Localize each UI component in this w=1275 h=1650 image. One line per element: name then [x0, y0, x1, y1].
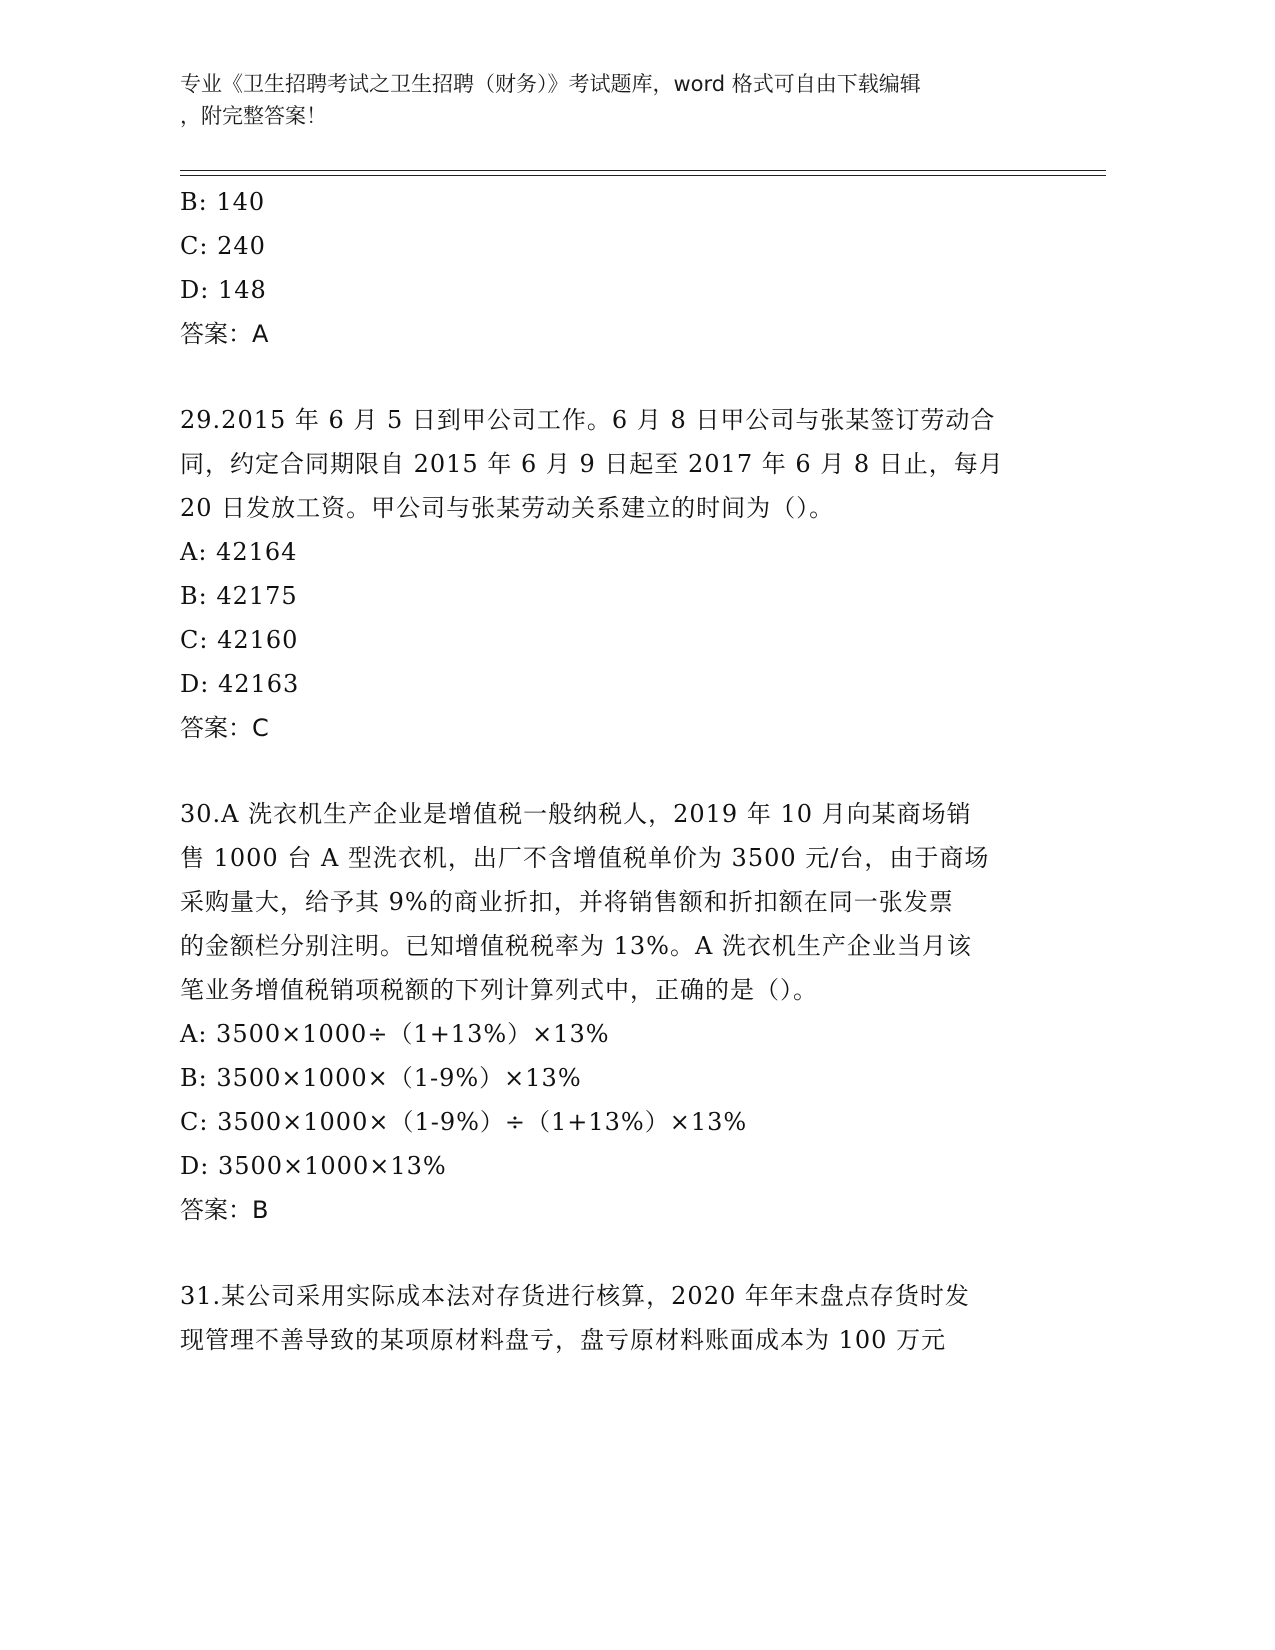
spacer: [180, 750, 1080, 792]
option-a: A: 42164: [180, 538, 298, 566]
question-stem-line: 同，约定合同期限自 2015 年 6 月 9 日起至 2017 年 6 月 8 日止，每月: [180, 450, 1004, 478]
option-b: B: 42175: [180, 582, 298, 610]
option-d: D: 148: [180, 276, 267, 304]
option-c: C: 42160: [180, 626, 299, 654]
option-c: C: 240: [180, 232, 266, 260]
question-stem-line: 29.2015 年 6 月 5 日到甲公司工作。6 月 8 日甲公司与张某签订劳动合: [180, 406, 996, 434]
header-divider-top: [180, 170, 1106, 171]
option-b: B: 3500×1000×（1-9%）×13%: [180, 1064, 582, 1092]
spacer: [180, 356, 1080, 398]
question-stem-line: 的金额栏分别注明。已知增值税税率为 13%。A 洗衣机生产企业当月该: [180, 932, 972, 960]
question-30: [180, 792, 1080, 1232]
question-stem-line: 20 日发放工资。甲公司与张某劳动关系建立的时间为（）。: [180, 494, 835, 522]
option-d: D: 3500×1000×13%: [180, 1152, 447, 1180]
question-stem-line: 30.A 洗衣机生产企业是增值税一般纳税人，2019 年 10 月向某商场销: [180, 800, 972, 828]
option-a: A: 3500×1000÷（1+13%）×13%: [180, 1020, 610, 1048]
option-c: C: 3500×1000×（1-9%）÷（1+13%）×13%: [180, 1108, 748, 1136]
option-d: D: 42163: [180, 670, 300, 698]
answer-line: 答案：B: [180, 1196, 269, 1224]
header-divider-bottom: [180, 175, 1106, 176]
option-b: B: 140: [180, 188, 266, 216]
header-line-2: ，附完整答案！: [180, 104, 327, 128]
question-stem-line: 售 1000 台 A 型洗衣机，出厂不含增值税单价为 3500 元/台，由于商场: [180, 844, 990, 872]
question-29: [180, 398, 1080, 750]
header-line-1: 专业《卫生招聘考试之卫生招聘（财务）》考试题库，word 格式可自由下载编辑: [180, 72, 921, 96]
question-stem-line: 31.某公司采用实际成本法对存货进行核算，2020 年年末盘点存货时发: [180, 1282, 970, 1310]
spacer: [180, 1232, 1080, 1274]
question-list: [180, 180, 1080, 1362]
question-stem-line: 采购量大，给予其 9%的商业折扣，并将销售额和折扣额在同一张发票: [180, 888, 954, 916]
answer-line: 答案：C: [180, 714, 269, 742]
question-stem-line: 笔业务增值税销项税额的下列计算列式中，正确的是（）。: [180, 976, 818, 1004]
answer-line: 答案：A: [180, 320, 269, 348]
document-header: [180, 68, 1080, 132]
question-stem-line: 现管理不善导致的某项原材料盘亏，盘亏原材料账面成本为 100 万元: [180, 1326, 947, 1354]
question-28-continued: [180, 180, 1080, 356]
question-31: [180, 1274, 1080, 1362]
